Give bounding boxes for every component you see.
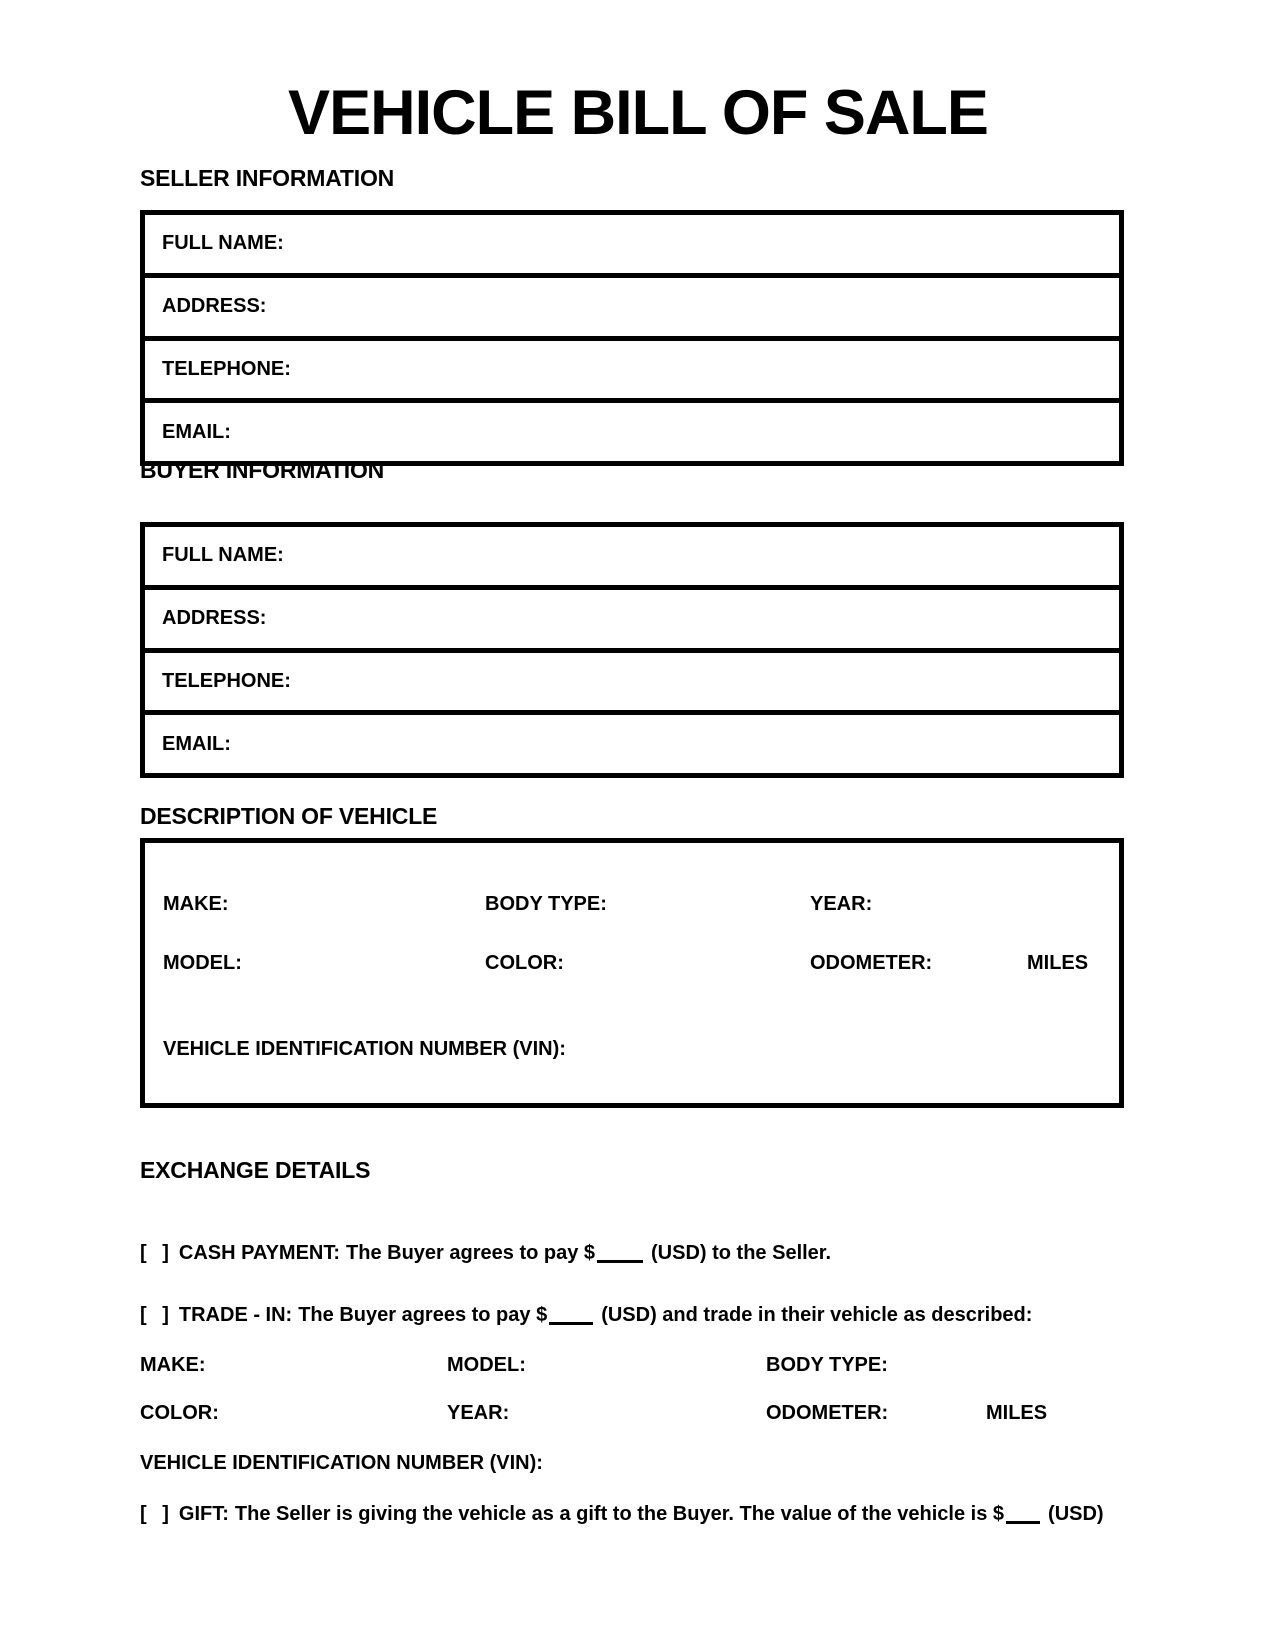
gift-text-before: The Seller is giving the vehicle as a gift to the Buyer. The value of the vehicle is $ (234, 1503, 1005, 1525)
seller-address-label: ADDRESS: (162, 295, 267, 318)
trade-in-checkbox[interactable]: [ ] (140, 1304, 174, 1326)
buyer-address-label: ADDRESS: (162, 607, 267, 630)
buyer-email-row (145, 710, 1119, 773)
cash-payment-text-before: The Buyer agrees to pay $ (346, 1242, 596, 1264)
vehicle-model-label: MODEL: (163, 952, 242, 974)
gift-value-blank[interactable] (1006, 1507, 1040, 1524)
buyer-info-box (140, 522, 1124, 778)
vehicle-color-label: COLOR: (485, 952, 564, 974)
gift-checkbox[interactable]: [ ] (140, 1503, 174, 1525)
gift-option (140, 1501, 1150, 1527)
buyer-full-name-field[interactable] (294, 527, 1119, 585)
trade-in-label: TRADE - IN: (178, 1304, 293, 1326)
buyer-full-name-row (145, 527, 1119, 585)
seller-telephone-field[interactable] (301, 341, 1119, 399)
cash-payment-text-after: (USD) to the Seller. (651, 1242, 832, 1264)
trade-vin-label: VEHICLE IDENTIFICATION NUMBER (VIN): (140, 1452, 543, 1474)
exchange-section-heading: EXCHANGE DETAILS (140, 1157, 371, 1183)
trade-color-label: COLOR: (140, 1402, 219, 1424)
trade-year-label: YEAR: (447, 1402, 510, 1424)
seller-full-name-label: FULL NAME: (162, 232, 284, 255)
seller-section-heading: SELLER INFORMATION (140, 165, 395, 191)
vehicle-make-label: MAKE: (163, 893, 229, 915)
vehicle-body-type-label: BODY TYPE: (485, 893, 607, 915)
seller-email-field[interactable] (241, 403, 1119, 461)
seller-telephone-row (145, 336, 1119, 399)
vehicle-odometer-label: ODOMETER: (810, 952, 933, 974)
trade-model-label: MODEL: (447, 1354, 526, 1376)
cash-payment-label: CASH PAYMENT: (178, 1242, 341, 1264)
buyer-full-name-label: FULL NAME: (162, 544, 284, 567)
trade-vehicle-row-1 (140, 1352, 1150, 1378)
cash-payment-option (140, 1240, 1150, 1266)
vehicle-miles-label: MILES (1027, 952, 1089, 974)
vehicle-year-label: YEAR: (810, 893, 873, 915)
trade-in-text-after: (USD) and trade in their vehicle as described: (601, 1304, 1033, 1326)
seller-address-field[interactable] (276, 278, 1119, 336)
seller-full-name-row (145, 215, 1119, 273)
vehicle-section-heading: DESCRIPTION OF VEHICLE (140, 803, 438, 829)
buyer-telephone-row (145, 648, 1119, 711)
seller-address-row (145, 273, 1119, 336)
buyer-email-field[interactable] (241, 715, 1119, 773)
cash-payment-checkbox[interactable]: [ ] (140, 1242, 174, 1264)
seller-info-box (140, 210, 1124, 466)
buyer-address-field[interactable] (276, 590, 1119, 648)
buyer-telephone-field[interactable] (301, 653, 1119, 711)
buyer-telephone-label: TELEPHONE: (162, 669, 291, 692)
trade-odometer-label: ODOMETER: (766, 1402, 889, 1424)
gift-text-after: (USD) (1048, 1503, 1104, 1525)
trade-in-option (140, 1302, 1150, 1328)
trade-vehicle-row-2 (140, 1400, 1150, 1426)
trade-make-label: MAKE: (140, 1354, 206, 1376)
seller-telephone-label: TELEPHONE: (162, 357, 291, 380)
trade-body-type-label: BODY TYPE: (766, 1354, 888, 1376)
seller-email-row (145, 398, 1119, 461)
trade-vin-line (140, 1450, 1150, 1476)
trade-in-text-before: The Buyer agrees to pay $ (298, 1304, 548, 1326)
document-title: VEHICLE BILL OF SALE (288, 78, 988, 148)
seller-email-label: EMAIL: (162, 420, 231, 443)
gift-label: GIFT: (178, 1503, 229, 1525)
buyer-section-heading: BUYER INFORMATION (140, 457, 385, 483)
buyer-email-label: EMAIL: (162, 732, 231, 755)
vehicle-description-box (140, 838, 1124, 1108)
cash-amount-blank[interactable] (597, 1246, 643, 1263)
trade-amount-blank[interactable] (549, 1308, 593, 1325)
vehicle-vin-label: VEHICLE IDENTIFICATION NUMBER (VIN): (163, 1038, 566, 1060)
seller-full-name-field[interactable] (294, 215, 1119, 273)
buyer-address-row (145, 585, 1119, 648)
trade-miles-label: MILES (986, 1402, 1048, 1424)
